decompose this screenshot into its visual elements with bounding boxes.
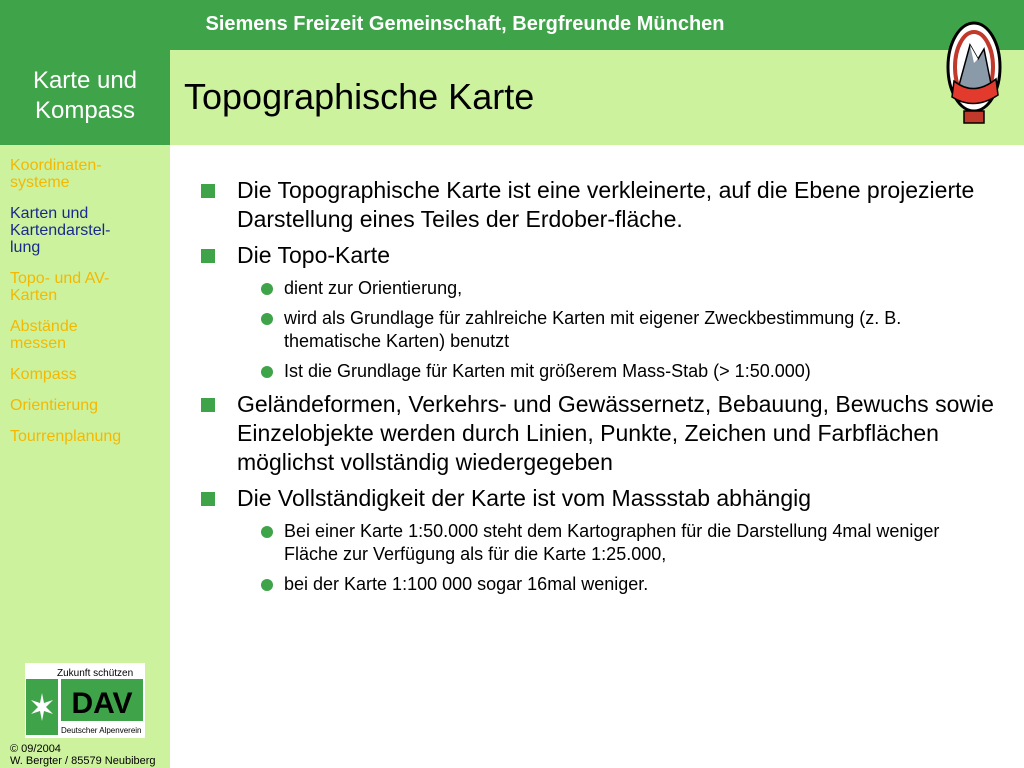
sidebar-nav bbox=[10, 157, 165, 459]
sub-bullet-text: bei der Karte 1:100 000 sogar 16mal weniger. bbox=[284, 574, 649, 594]
bullet-text: Geländeformen, Verkehrs- und Gewässernetz, Bebauung, Bewuchs sowie Einzelobjekte werden durch Linien, Punkte, Zeichen und Farbflächen möglichst vollständig wiedergegeben bbox=[237, 391, 994, 475]
sub-bullet-text: wird als Grundlage für zahlreiche Karten mit eigener Zweckbestimmung (z. B. thematische Karten) benutzt bbox=[284, 308, 902, 351]
dav-subtitle: Deutscher Alpenverein bbox=[61, 726, 142, 735]
bullet-topo-definition bbox=[196, 176, 996, 234]
sidebar-item-koordinaten[interactable]: Koordinaten- systeme bbox=[10, 157, 102, 191]
sub-bullet-100000 bbox=[196, 573, 996, 596]
header-bar bbox=[0, 0, 1024, 50]
bullet-gelaendeformen bbox=[196, 390, 996, 477]
dav-tagline: Zukunft schützen bbox=[57, 668, 134, 679]
dav-name: DAV bbox=[71, 687, 133, 720]
square-bullet-icon bbox=[201, 492, 215, 506]
bullet-topo-karte bbox=[196, 241, 996, 270]
sub-bullet-massstab bbox=[196, 360, 996, 383]
sidebar-item-karten-und[interactable]: Karten und Kartendarstel- lung bbox=[10, 205, 111, 256]
organization-name: Siemens Freizeit Gemeinschaft, Bergfreunde München bbox=[205, 13, 725, 35]
square-bullet-icon bbox=[201, 398, 215, 412]
round-bullet-icon bbox=[261, 313, 273, 325]
section-label bbox=[0, 50, 170, 145]
square-bullet-icon bbox=[201, 184, 215, 198]
footer-author: W. Bergter / 85579 Neubiberg bbox=[10, 755, 156, 767]
footer bbox=[10, 743, 156, 767]
sub-bullet-orientierung bbox=[196, 277, 996, 300]
sidebar bbox=[0, 145, 170, 768]
sub-bullet-text: dient zur Orientierung, bbox=[284, 278, 463, 298]
bullet-vollstaendigkeit bbox=[196, 484, 996, 513]
sub-bullet-text: Bei einer Karte 1:50.000 steht dem Kartographen für die Darstellung 4mal weniger Fläche zur Verfügung als für die Karte 1:25.000, bbox=[284, 521, 940, 564]
bullet-text: Die Vollständigkeit der Karte ist vom Massstab abhängig bbox=[237, 485, 812, 511]
sub-bullet-50000 bbox=[196, 520, 996, 566]
sidebar-item-topo-und-av[interactable]: Topo- und AV- Karten bbox=[10, 270, 110, 304]
title-bar bbox=[170, 50, 1024, 145]
sidebar-item-kompass[interactable]: Kompass bbox=[10, 366, 77, 383]
round-bullet-icon bbox=[261, 526, 273, 538]
sidebar-item-orientierung[interactable]: Orientierung bbox=[10, 397, 99, 414]
sub-bullet-text: Ist die Grundlage für Karten mit größerem Mass-Stab (> 1:50.000) bbox=[284, 361, 811, 381]
footer-date: © 09/2004 bbox=[10, 743, 61, 755]
sidebar-item-abstände[interactable]: Abstände messen bbox=[10, 318, 78, 352]
slide-title: Topographische Karte bbox=[184, 76, 535, 117]
bullet-text: Die Topographische Karte ist eine verkleinerte, auf die Ebene projezierte Darstellung eines Teiles der Erdober-fläche. bbox=[237, 177, 975, 232]
bullet-text: Die Topo-Karte bbox=[237, 242, 390, 268]
section-label-line1: Karte und bbox=[32, 67, 138, 94]
round-bullet-icon bbox=[261, 283, 273, 295]
square-bullet-icon bbox=[201, 249, 215, 263]
sidebar-item-tourrenplanung[interactable]: Tourrenplanung bbox=[10, 428, 122, 445]
dav-logo bbox=[25, 663, 145, 738]
section-label-line2: Kompass bbox=[34, 97, 136, 124]
section-emblem-icon bbox=[940, 15, 1006, 127]
round-bullet-icon bbox=[261, 579, 273, 591]
round-bullet-icon bbox=[261, 366, 273, 378]
slide-content bbox=[196, 176, 996, 603]
sub-bullet-grundlage bbox=[196, 307, 996, 353]
